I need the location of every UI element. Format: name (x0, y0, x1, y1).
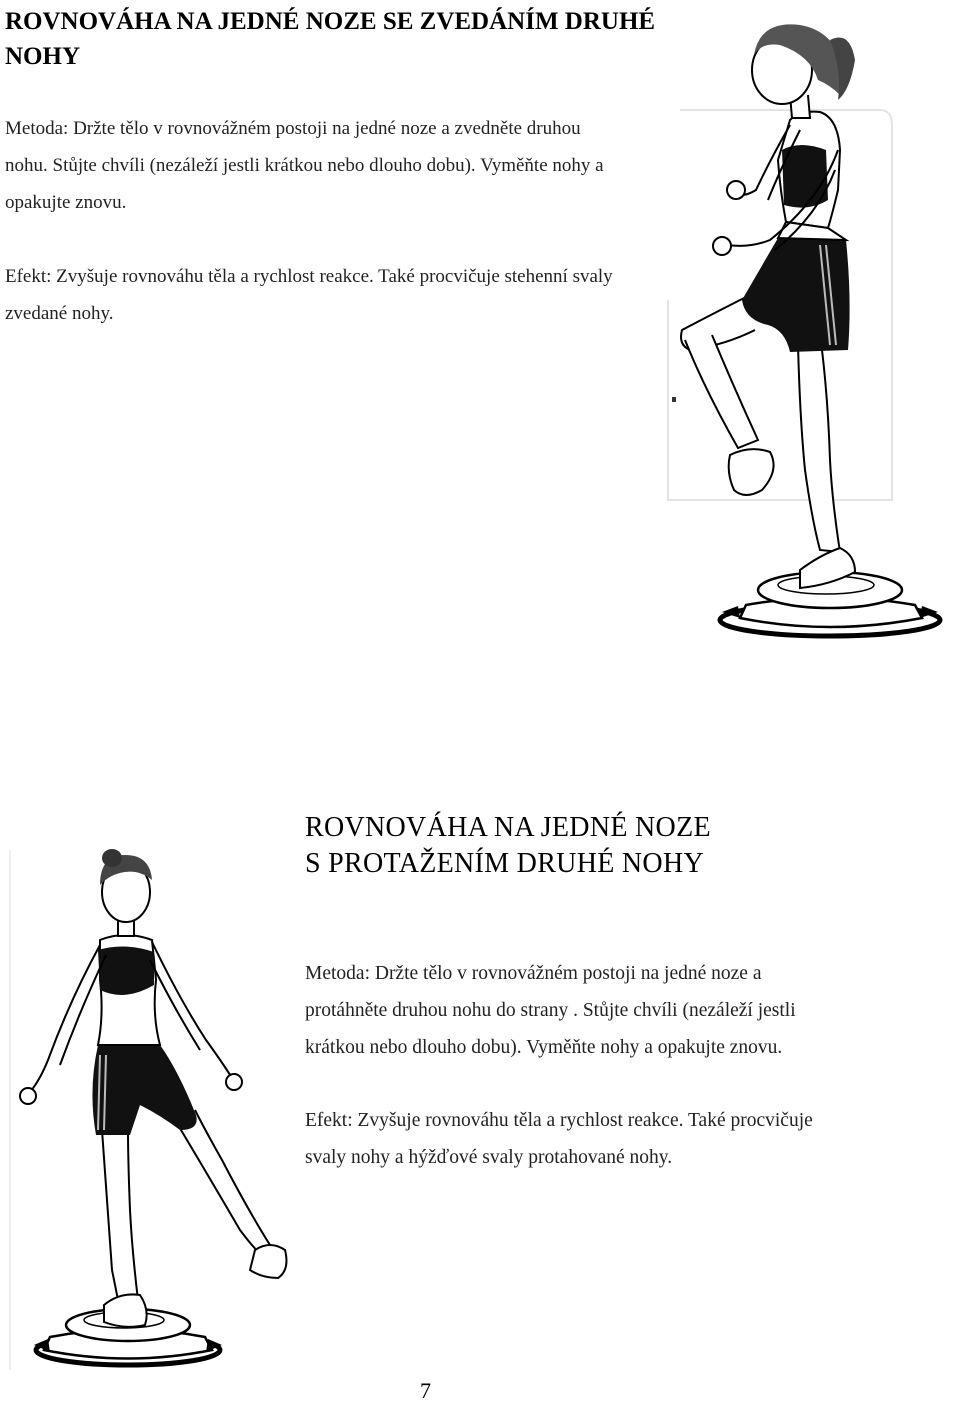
section1-effect-line1: Efekt: Zvyšuje rovnováhu těla a rychlost reakce. Také procvičuje stehenní svaly (5, 266, 613, 287)
section2-method-line2: protáhněte druhou nohu do strany . Stůjte chvíli (nezáleží jestli (305, 1000, 796, 1021)
section1-method-line1: Metoda: Držte tělo v rovnovážném postoji na jedné noze a zvedněte druhou (5, 118, 581, 139)
section1-title-line1: ROVNOVÁHA NA JEDNÉ NOZE SE ZVEDÁNÍM DRUHÉ (5, 8, 656, 35)
woman-knee-lift-illustration (650, 0, 960, 660)
section2-method-line3: krátkou nebo dlouho dobu). Vyměňte nohy a opakujte znovu. (305, 1037, 783, 1058)
section2-title-line2: S PROTAŽENÍM DRUHÉ NOHY (305, 848, 704, 879)
section1-title-line2: NOHY (5, 43, 80, 70)
section2-method-line1: Metoda: Držte tělo v rovnovážném postoji na jedné noze a (305, 963, 762, 984)
section2-title-line1: ROVNOVÁHA NA JEDNÉ NOZE (305, 812, 711, 843)
section1-effect-line2: zvedané nohy. (5, 303, 114, 324)
section1-method-line2: nohu. Stůjte chvíli (nezáleží jestli krátkou nebo dlouho dobu). Vyměňte nohy a (5, 155, 604, 176)
scan-mark (672, 397, 676, 402)
section2-effect-line1: Efekt: Zvyšuje rovnováhu těla a rychlost reakce. Také procvičuje (305, 1110, 813, 1131)
page-number: 7 (420, 1378, 431, 1403)
woman-side-leg-stretch-illustration (0, 830, 295, 1390)
section1-method-line3: opakujte znovu. (5, 192, 127, 213)
section2-effect-line2: svaly nohy a hýžďové svaly protahované nohy. (305, 1147, 673, 1168)
